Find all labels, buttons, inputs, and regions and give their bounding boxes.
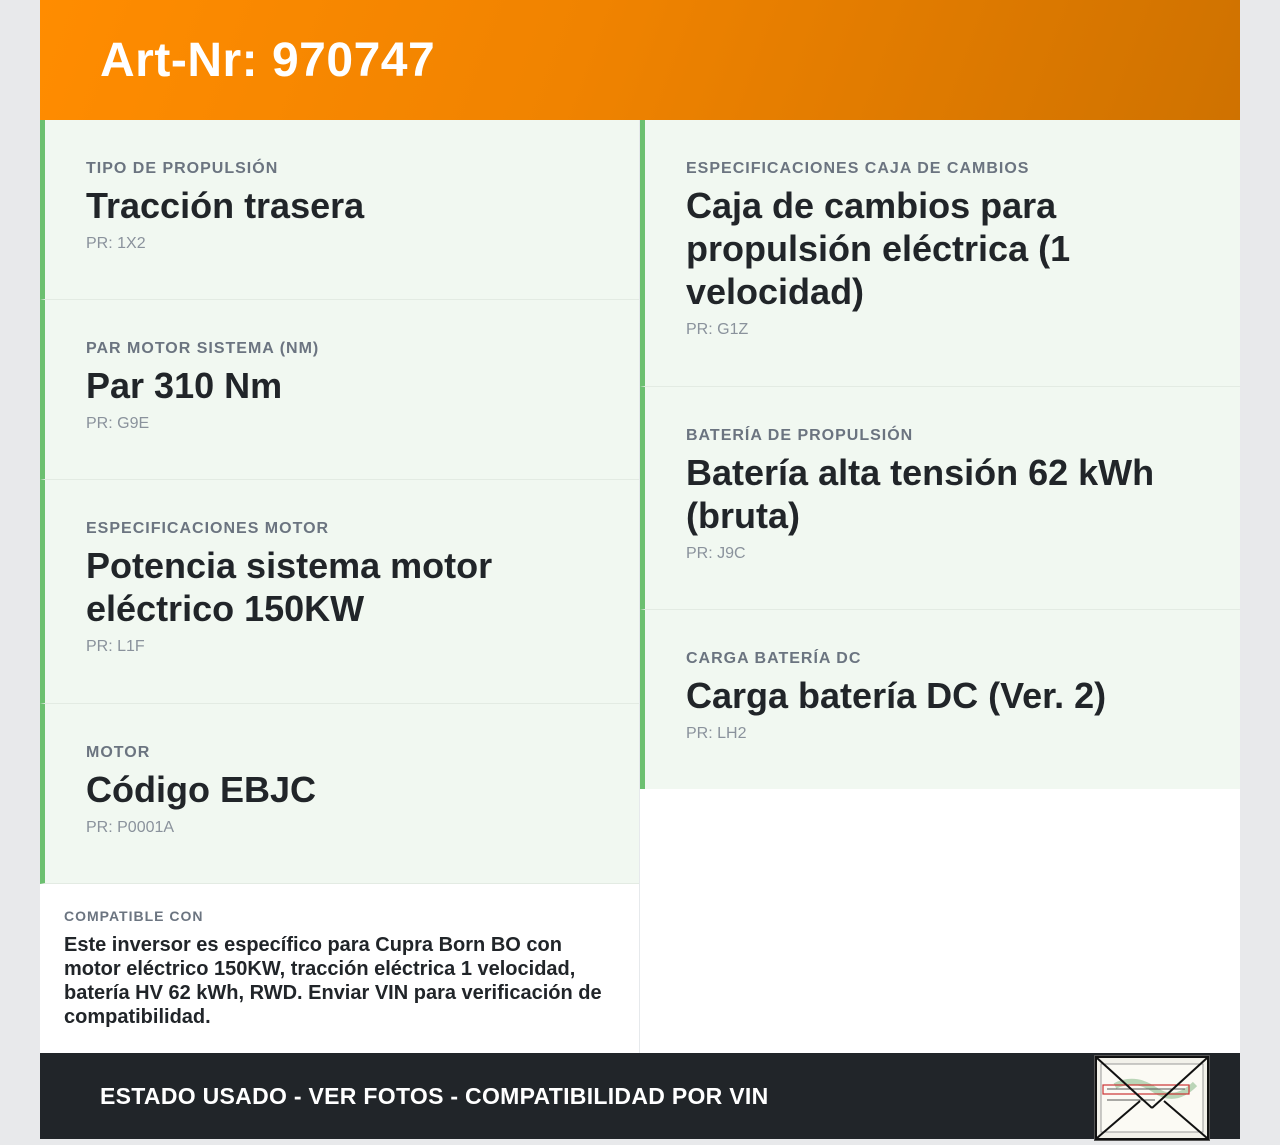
spec-card-motor-code <box>40 704 639 884</box>
compatibility-text: Este inversor es específico para Cupra Born BO con motor eléctrico 150KW, tracción eléctrica 1 velocidad, batería HV 62 kWh, RWD. Enviar VIN para verificación de compatibilidad. <box>64 934 602 1028</box>
spec-label: TIPO DE PROPULSIÓN <box>86 160 279 177</box>
spec-value: Caja de cambios para propulsión eléctrica (1 velocidad) <box>686 185 1071 312</box>
product-sheet <box>40 0 1240 1139</box>
spec-label: CARGA BATERÍA DC <box>686 650 862 667</box>
spec-card-battery <box>640 387 1240 610</box>
right-column <box>640 120 1240 1053</box>
footer-status-text: ESTADO USADO - VER FOTOS - COMPATIBILIDAD POR VIN <box>100 1082 769 1109</box>
spec-label: MOTOR <box>86 744 151 761</box>
spec-card-torque <box>40 300 639 480</box>
spec-card-motor-specs <box>40 480 639 704</box>
spec-pr-code: PR: P0001A <box>86 819 175 836</box>
spec-value: Batería alta tensión 62 kWh (bruta) <box>686 452 1155 536</box>
spec-pr-code: PR: L1F <box>86 638 145 655</box>
spec-card-gearbox <box>640 120 1240 387</box>
spec-pr-code: PR: 1X2 <box>86 235 146 252</box>
spec-columns <box>40 120 1240 1053</box>
spec-label: PAR MOTOR SISTEMA (NM) <box>86 340 320 357</box>
spec-pr-code: PR: G1Z <box>686 321 749 338</box>
header-bar <box>40 0 1240 120</box>
spec-value: Par 310 Nm <box>86 365 283 406</box>
label-photo-thumbnail[interactable] <box>1094 1055 1210 1141</box>
spec-card-propulsion-type <box>40 120 639 300</box>
spec-value: Tracción trasera <box>86 185 365 226</box>
spec-pr-code: PR: G9E <box>86 415 150 432</box>
compatibility-section <box>40 884 639 1029</box>
left-column <box>40 120 640 1053</box>
spec-label: BATERÍA DE PROPULSIÓN <box>686 427 914 444</box>
spec-label: ESPECIFICACIONES CAJA DE CAMBIOS <box>686 160 1030 177</box>
spec-value: Carga batería DC (Ver. 2) <box>686 675 1107 716</box>
spec-label: ESPECIFICACIONES MOTOR <box>86 520 330 537</box>
spec-card-dc-charging <box>640 610 1240 789</box>
compatibility-label: COMPATIBLE CON <box>64 908 204 924</box>
spec-value: Código EBJC <box>86 769 316 810</box>
label-photo-icon <box>1095 1056 1209 1140</box>
spec-pr-code: PR: LH2 <box>686 725 747 742</box>
footer-bar <box>40 1053 1240 1139</box>
article-number-title: Art-Nr: 970747 <box>100 33 436 87</box>
spec-value: Potencia sistema motor eléctrico 150KW <box>86 545 493 629</box>
spec-pr-code: PR: J9C <box>686 545 746 562</box>
